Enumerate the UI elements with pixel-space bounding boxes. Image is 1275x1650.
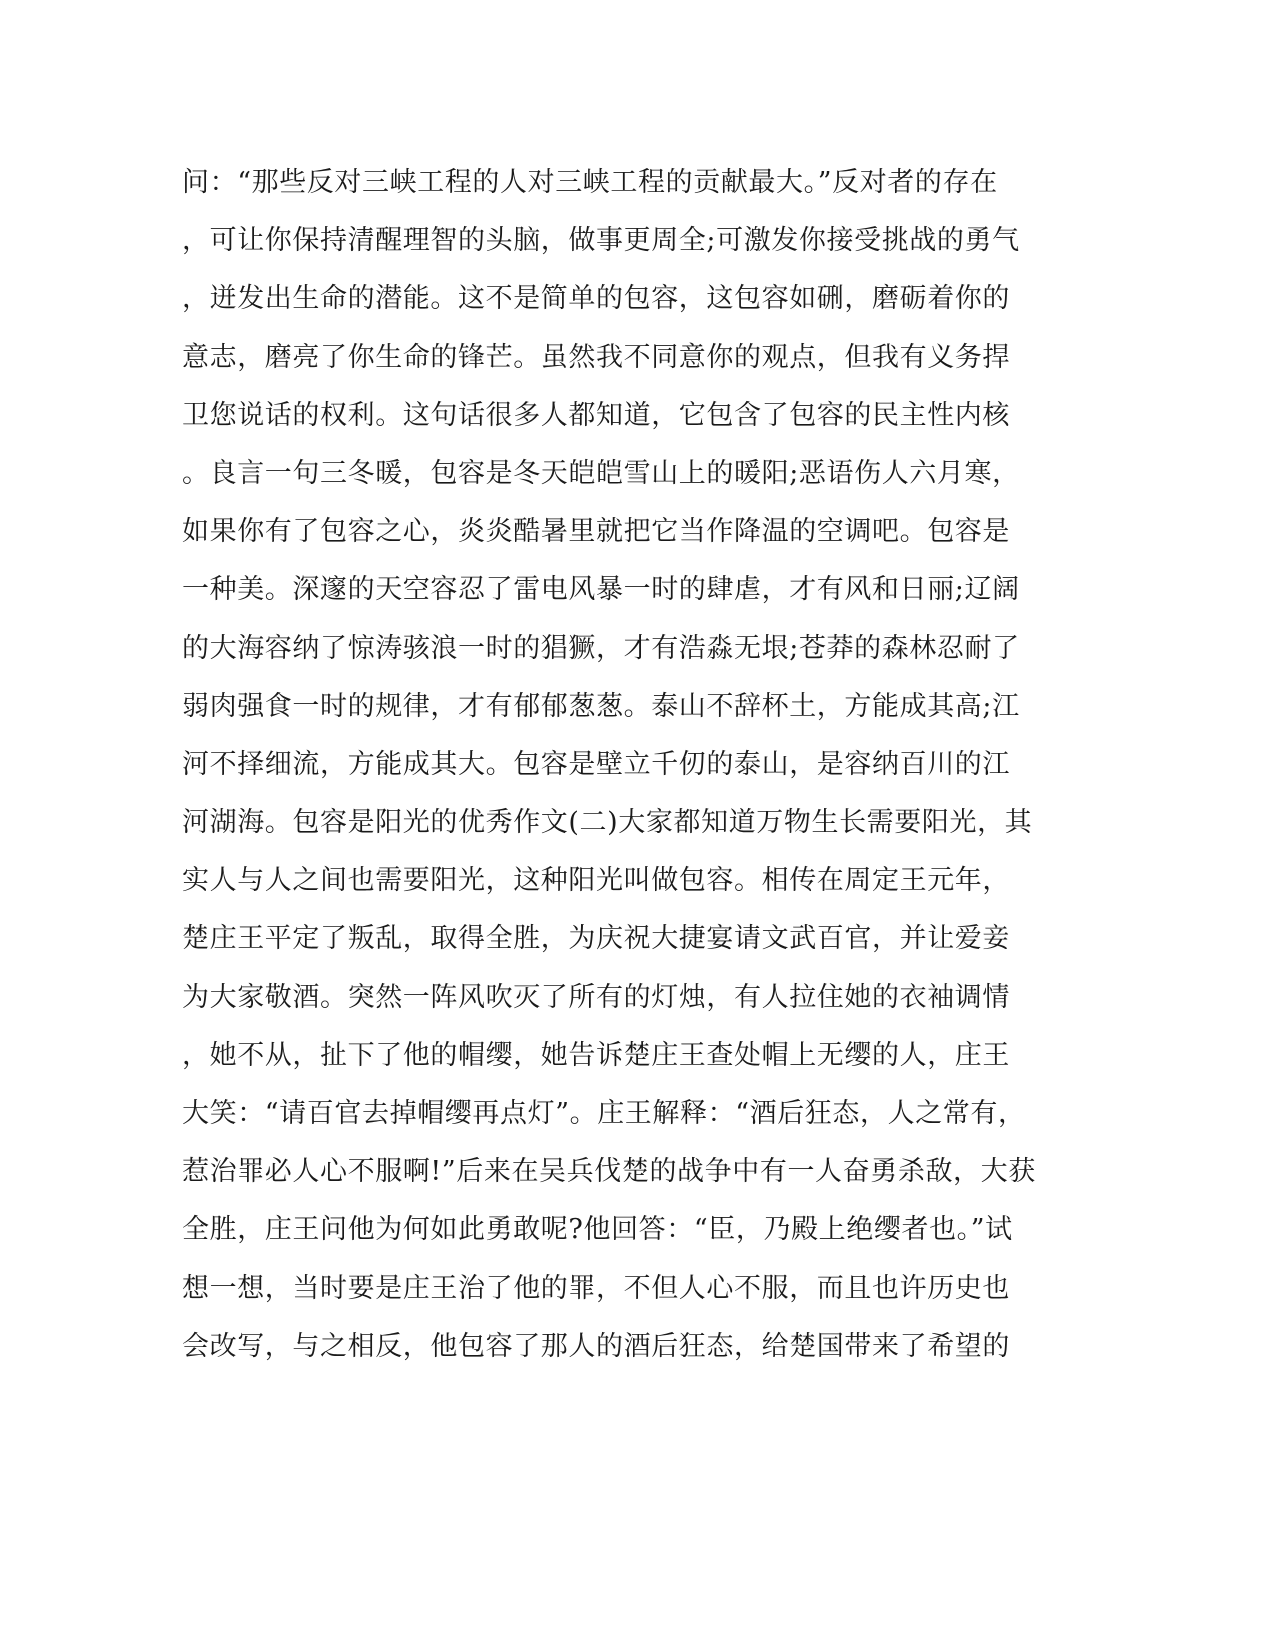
- text-line: ，迸发出生命的潜能。这不是简单的包容，这包容如硎，磨砺着你的: [182, 283, 1010, 315]
- text-line: 河不择细流，方能成其大。包容是壁立千仞的泰山，是容纳百川的江: [182, 748, 1010, 780]
- text-line: 卫您说话的权利。这句话很多人都知道，它包含了包容的民主性内核: [182, 399, 1010, 431]
- text-line: 弱肉强食一时的规律，才有郁郁葱葱。泰山不辞杯土，方能成其高;江: [182, 690, 1020, 722]
- text-line: 会改写，与之相反，他包容了那人的酒后狂态，给楚国带来了希望的: [182, 1330, 1010, 1362]
- body-text: [182, 160, 1062, 1382]
- text-line: 的大海容纳了惊涛骇浪一时的猖獗，才有浩淼无垠;苍莽的森林忍耐了: [182, 632, 1020, 664]
- text-line: 全胜，庄王问他为何如此勇敢呢?他回答：“臣，乃殿上绝缨者也。”试: [182, 1214, 1013, 1246]
- text-line: 问：“那些反对三峡工程的人对三峡工程的贡献最大。”反对者的存在: [182, 167, 998, 198]
- text-line: 楚庄王平定了叛乱，取得全胜，为庆祝大捷宴请文武百官，并让爱妾: [182, 923, 1010, 955]
- text-line: 惹治罪必人心不服啊!”后来在吴兵伐楚的战争中有一人奋勇杀敌，大获: [182, 1156, 1036, 1188]
- text-line: 一种美。深邃的天空容忍了雷电风暴一时的肆虐，才有风和日丽;辽阔: [182, 574, 1020, 606]
- text-line: 想一想，当时要是庄王治了他的罪，不但人心不服，而且也许历史也: [182, 1272, 1010, 1304]
- text-line: 河湖海。包容是阳光的优秀作文(二)大家都知道万物生长需要阳光，其: [182, 807, 1033, 839]
- text-line: 如果你有了包容之心，炎炎酷暑里就把它当作降温的空调吧。包容是: [182, 516, 1010, 548]
- text-line: 实人与人之间也需要阳光，这种阳光叫做包容。相传在周定王元年，: [182, 865, 1010, 897]
- text-line: 意志，磨亮了你生命的锋芒。虽然我不同意你的观点，但我有义务捍: [182, 341, 1010, 373]
- text-line: ，可让你保持清醒理智的头脑，做事更周全;可激发你接受挑战的勇气: [182, 225, 1020, 257]
- text-line: 大笑：“请百官去掉帽缨再点灯”。庄王解释：“酒后狂态，人之常有，: [182, 1098, 1026, 1129]
- text-line: ，她不从，扯下了他的帽缨，她告诉楚庄王查处帽上无缨的人，庄王: [182, 1039, 1010, 1071]
- text-line: 为大家敬酒。突然一阵风吹灭了所有的灯烛，有人拉住她的衣袖调情: [182, 981, 1010, 1013]
- text-line: 。良言一句三冬暖，包容是冬天皑皑雪山上的暖阳;恶语伤人六月寒，: [182, 457, 1020, 489]
